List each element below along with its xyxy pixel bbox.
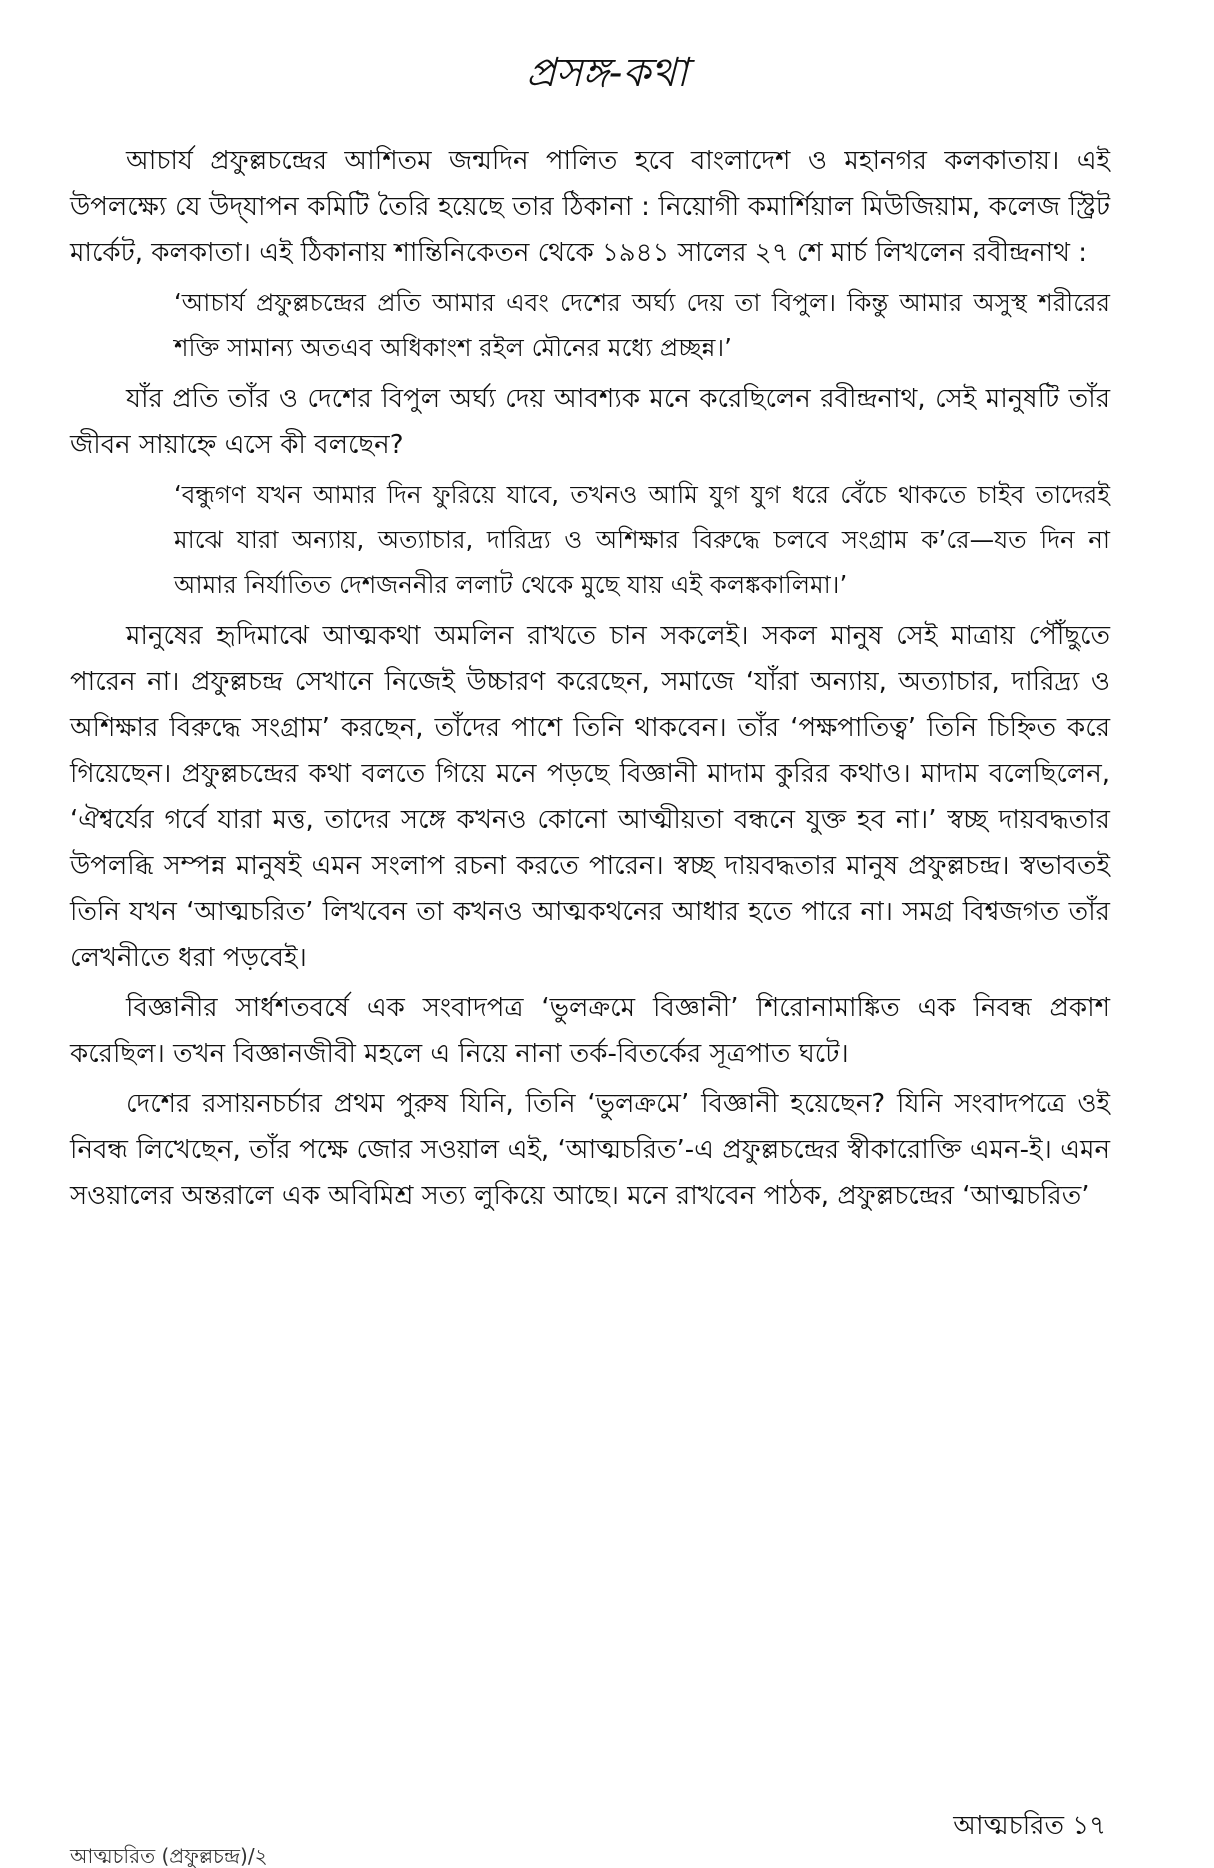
quote-rabindranath: ‘আচার্য প্রফুল্লচন্দ্রের প্রতি আমার এবং দেশের অর্ঘ্য দেয় তা বিপুল। কিন্তু আমার অসুস্থ শরীরের শক্তি সামান্য অতএব অধিকাংশ রইল মৌনের মধ্যে প্রচ্ছন্ন।’ <box>174 288 1110 362</box>
page-number: আত্মচরিত ১৭ <box>953 1811 1106 1841</box>
paragraph-2: যাঁর প্রতি তাঁর ও দেশের বিপুল অর্ঘ্য দেয় আবশ্যক মনে করেছিলেন রবীন্দ্রনাথ, সেই মানুষটি তাঁর জীবন সায়াহ্নে এসে কী বলছেন? <box>70 384 1110 460</box>
paragraph-3: মানুষের হৃদিমাঝে আত্মকথা অমলিন রাখতে চান সকলেই। সকল মানুষ সেই মাত্রায় পৌঁছুতে পারেন না। প্রফুল্লচন্দ্র সেখানে নিজেই উচ্চারণ করেছেন, সমাজে ‘যাঁরা অন্যায়, অত্যাচার, দারিদ্র্য ও অশিক্ষার বিরুদ্ধে সংগ্রাম’ করছেন, তাঁদের পাশে তিনি থাকবেন। তাঁর ‘পক্ষপাতিত্ব’ তিনি চিহ্নিত করে গিয়েছেন। প্রফুল্লচন্দ্রের কথা বলতে গিয়ে মনে পড়ছে বিজ্ঞানী মাদাম কুরির কথাও। মাদাম বলেছিলেন, ‘ঐশ্বর্যের গর্বে যারা মত্ত, তাদের সঙ্গে কখনও কোনো আত্মীয়তা বন্ধনে যুক্ত হব না।’ স্বচ্ছ দায়বদ্ধতার উপলব্ধি সম্পন্ন মানুষই এমন সংলাপ রচনা করতে পারেন। স্বচ্ছ দায়বদ্ধতার মানুষ প্রফুল্লচন্দ্র। স্বভাবতই তিনি যখন ‘আত্মচরিত’ লিখবেন তা কখনও আত্মকথনের আধার হতে পারে না। সমগ্র বিশ্বজগত তাঁর লেখনীতে ধরা পড়বেই। <box>70 621 1110 973</box>
page-title: প্রসঙ্গ-কথা <box>526 50 688 96</box>
signature-mark: আত্মচরিত (প্রফুল্লচন্দ্র)/২ <box>70 1844 268 1868</box>
paragraph-1: আচার্য প্রফুল্লচন্দ্রের আশিতম জন্মদিন পালিত হবে বাংলাদেশ ও মহানগর কলকাতায়। এই উপলক্ষ্যে যে উদ্‌যাপন কমিটি তৈরি হয়েছে তার ঠিকানা : নিয়োগী কমার্শিয়াল মিউজিয়াম, কলেজ স্ট্রিট মার্কেট, কলকাতা। এই ঠিকানায় শান্তিনিকেতন থেকে ১৯৪১ সালের ২৭ শে মার্চ লিখলেন রবীন্দ্রনাথ : <box>70 146 1110 268</box>
paragraph-4: বিজ্ঞানীর সার্ধশতবর্ষে এক সংবাদপত্র ‘ভুলক্রমে বিজ্ঞানী’ শিরোনামাঙ্কিত এক নিবন্ধ প্রকাশ করেছিল। তখন বিজ্ঞানজীবী মহলে এ নিয়ে নানা তর্ক-বিতর্কের সূত্রপাত ঘটে। <box>70 993 1110 1069</box>
quote-prafullachandra: ‘বন্ধুগণ যখন আমার দিন ফুরিয়ে যাবে, তখনও আমি যুগ যুগ ধরে বেঁচে থাকতে চাইব তাদেরই মাঝে যারা অন্যায়, অত্যাচার, দারিদ্র্য ও অশিক্ষার বিরুদ্ধে চলবে সংগ্রাম ক’রে—যত দিন না আমার নির্যাতিত দেশজননীর ললাট থেকে মুছে যায় এই কলঙ্ককালিমা।’ <box>174 480 1110 599</box>
paragraph-5: দেশের রসায়নচর্চার প্রথম পুরুষ যিনি, তিনি ‘ভুলক্রমে’ বিজ্ঞানী হয়েছেন? যিনি সংবাদপত্রে ওই নিবন্ধ লিখেছেন, তাঁর পক্ষে জোর সওয়াল এই, ‘আত্মচরিত’-এ প্রফুল্লচন্দ্রের স্বীকারোক্তি এমন-ই। এমন সওয়ালের অন্তরালে এক অবিমিশ্র সত্য লুকিয়ে আছে। মনে রাখবেন পাঠক, প্রফুল্লচন্দ্রের ‘আত্মচরিত’ <box>70 1089 1110 1211</box>
page-body <box>70 138 1110 1223</box>
